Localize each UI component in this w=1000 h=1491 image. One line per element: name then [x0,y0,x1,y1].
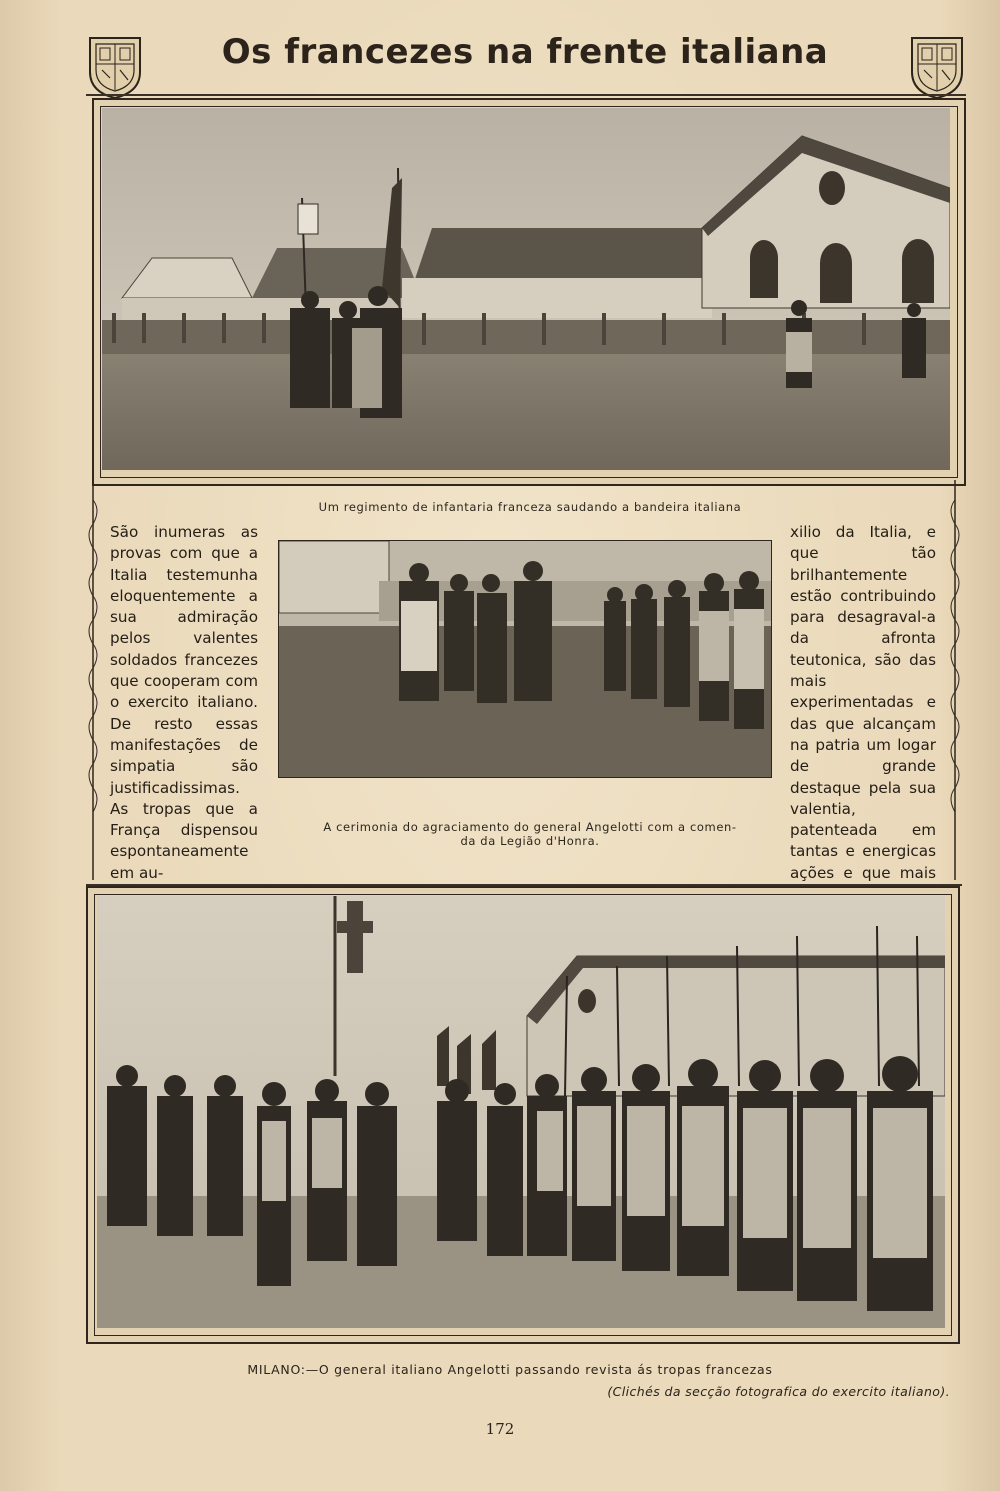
right-text-column: xilio da Italia, e que tão brilhantemente estão contribuindo para desagraval-a da afronta teutonica, são das mais experimentadas e das que alcançam na patria um logar de grande destaque pela sua valentia, patenteada em tantas e energicas ações e que mais [790,523,936,882]
bottom-photo-caption: MILANO:—O general italiano Angelotti passando revista ás tropas francezas [247,1362,773,1377]
top-photo [102,108,950,470]
middle-photo-caption [270,820,790,848]
bottom-photo [97,896,945,1328]
coat-of-arms-icon [908,34,966,100]
middle-caption-line-1: A cerimonia do agraciamento do general Angelotti com a comen- [323,820,737,834]
right-ornament [948,480,962,880]
middle-caption-line-2: da da Legião d'Honra. [460,834,600,848]
page-number: 172 [485,1420,515,1438]
top-photo-caption: Um regimento de infantaria franceza saudando a bandeira italiana [318,500,742,514]
page-title: Os francezes na frente italiana [221,32,829,72]
photo-credit: (Clichés da secção fotografica do exercito italiano). [607,1384,950,1399]
left-ornament [86,480,100,880]
middle-photo [278,540,772,778]
header-rule [86,94,966,96]
coat-of-arms-icon [86,34,144,100]
left-text-column: São inumeras as provas com que a Italia testemunha eloquentemente a sua admiração pelos valentes soldados francezes que cooperam com o exercito italiano. De resto essas manifestações de simpatia são justificadissimas. As tropas que a França dispensou espontaneamente em au- [110,523,258,882]
